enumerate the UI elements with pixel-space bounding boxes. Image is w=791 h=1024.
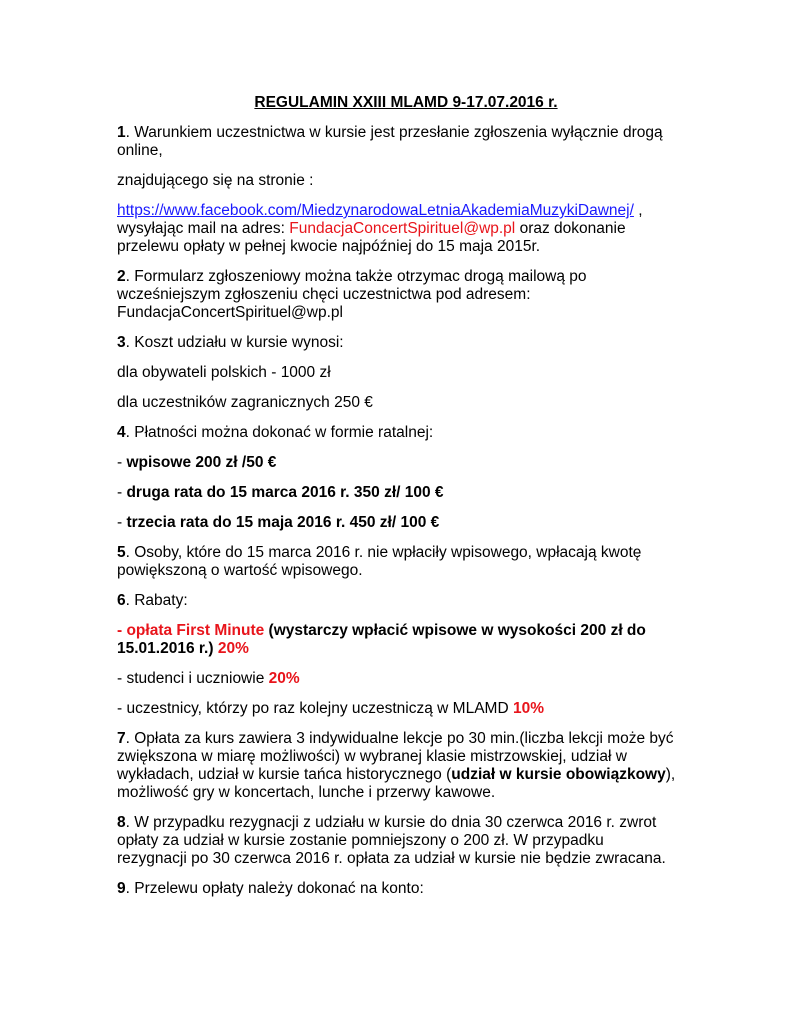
dash: - (117, 514, 127, 531)
discount-repeat (117, 700, 677, 718)
section-2 (117, 268, 677, 322)
installment-text: trzecia rata do 15 maja 2016 r. 450 zł/ 100 € (126, 514, 440, 531)
document-title: REGULAMIN XXIII MLAMD 9-17.07.2016 r. (254, 94, 558, 111)
section-8 (117, 814, 677, 868)
section-text: , wysyłając mail na adres: (117, 202, 643, 237)
cost-foreign: dla uczestników zagranicznych 250 € (117, 394, 373, 411)
dash: - (117, 484, 127, 501)
section-number: 8 (117, 814, 126, 831)
email-address: FundacjaConcertSpirituel@wp.pl (289, 220, 516, 237)
section-1-text2: znajdującego się na stronie : (117, 172, 314, 189)
discount-percent: 20% (217, 640, 249, 657)
section-1-intro (117, 124, 677, 160)
section-text: oraz dokonanie przelewu opłaty w pełnej kwocie najpóźniej do 15 maja 2015r. (117, 220, 626, 255)
discount-text: - studenci i uczniowie (117, 670, 269, 687)
cost-polish: dla obywateli polskich - 1000 zł (117, 364, 331, 381)
section-text: . Formularz zgłoszeniowy można także otrzymac drogą mailową po wcześniejszym zgłoszeniu chęci uczestnictwa pod adresem: FundacjaConcertSpirituel@wp.pl (117, 268, 587, 321)
section-number: 7 (117, 730, 126, 747)
installment-text: wpisowe 200 zł /50 € (126, 454, 277, 471)
installment-1 (117, 454, 677, 472)
section-text: . Warunkiem uczestnictwa w kursie jest przesłanie zgłoszenia wyłącznie drogą online, (117, 124, 663, 159)
section-text: . Przelewu opłaty należy dokonać na konto: (125, 880, 424, 897)
facebook-link[interactable]: https://www.facebook.com/MiedzynarodowaLetniaAkademiaMuzykiDawnej/ (117, 202, 634, 219)
section-number: 5 (117, 544, 126, 561)
section-3 (117, 334, 677, 352)
discount-text: (wystarczy wpłacić wpisowe w wysokości 200 zł do 15.01.2016 r.) (117, 622, 646, 657)
section-number: 3 (117, 334, 126, 351)
section-number: 9 (117, 880, 126, 897)
section-text: . Opłata za kurs zawiera 3 indywidualne lekcje po 30 min.(liczba lekcji może być zwiększona w miarę możliwości) w wybranej klasie mistrzowskiej, udział w wykładach, udział w kursie tańca historycznego ( (117, 730, 674, 783)
installment-3 (117, 514, 677, 532)
document-page (117, 94, 677, 910)
section-text: . Rabaty: (125, 592, 188, 609)
section-text: ), możliwość gry w koncertach, lunche i przerwy kawowe. (117, 766, 676, 801)
section-7 (117, 730, 677, 802)
section-text: . W przypadku rezygnacji z udziału w kursie do dnia 30 czerwca 2016 r. zwrot opłaty za udział w kursie zostanie pomniejszony o 200 zł. W przypadku rezygnacji po 30 czerwca 2016 r. opłata za udział w kursie nie będzie zwracana. (117, 814, 666, 867)
section-9 (117, 880, 677, 898)
section-5 (117, 544, 677, 580)
section-text: . Osoby, które do 15 marca 2016 r. nie wpłaciły wpisowego, wpłacają kwotę powiększoną o wartość wpisowego. (117, 544, 642, 579)
dash: - (117, 454, 127, 471)
installment-text: druga rata do 15 marca 2016 r. 350 zł/ 100 € (126, 484, 444, 501)
discount-label: - opłata First Minute (117, 622, 265, 639)
section-text: . Płatności można dokonać w formie ratalnej: (125, 424, 434, 441)
section-1-details (117, 202, 677, 256)
discount-text: - uczestnicy, którzy po raz kolejny uczestniczą w MLAMD (117, 700, 513, 717)
section-number: 1 (117, 124, 126, 141)
section-number: 6 (117, 592, 126, 609)
discount-students (117, 670, 677, 688)
mandatory-note: udział w kursie obowiązkowy (451, 766, 666, 783)
discount-first-minute (117, 622, 677, 658)
section-6 (117, 592, 677, 610)
section-number: 2 (117, 268, 126, 285)
discount-percent: 10% (512, 700, 544, 717)
section-text: . Koszt udziału w kursie wynosi: (125, 334, 344, 351)
section-number: 4 (117, 424, 126, 441)
section-4 (117, 424, 677, 442)
discount-percent: 20% (268, 670, 300, 687)
installment-2 (117, 484, 677, 502)
